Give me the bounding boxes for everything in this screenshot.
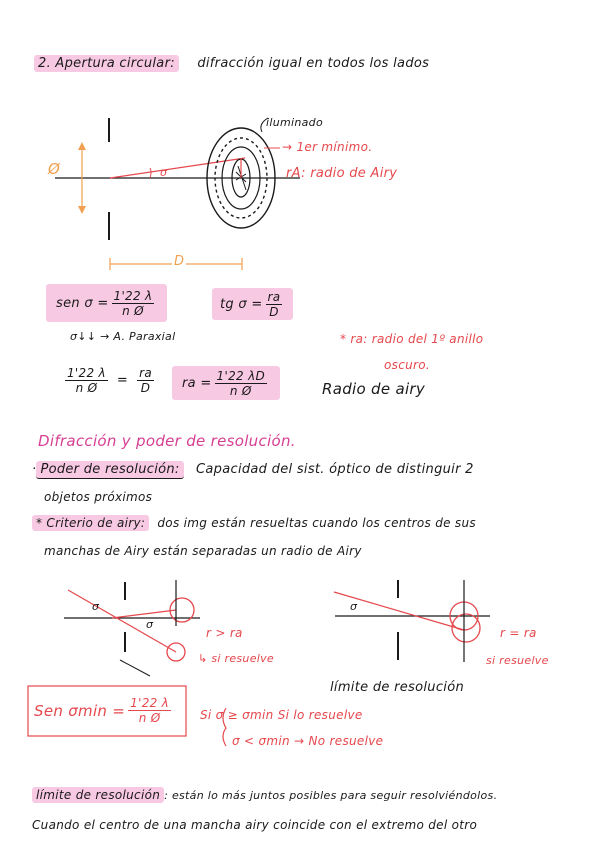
label-airy-radius: rA: radio de Airy: [286, 166, 398, 181]
section-subtitle: difracción igual en todos los lados: [197, 56, 430, 71]
radio-airy-label: Radio de airy: [322, 380, 426, 398]
right-theta: σ: [350, 600, 358, 613]
label-distance-D: D: [174, 254, 185, 269]
poder-text2: objetos próximos: [44, 490, 153, 504]
criterio-text2: manchas de Airy están separadas un radio de Airy: [44, 544, 362, 558]
criterio-text: dos img están resueltas cuando los centros de sus: [157, 516, 476, 530]
limite-row: [32, 788, 497, 802]
limite-text: : están lo más juntos posibles para seguir resolviéndolos.: [164, 789, 498, 802]
note-ra-line2: oscuro.: [384, 358, 430, 372]
formula-equality: $\frac{1'22 \lambda}{\text{n Ø}}$ = $\frac{ra}{D}$: [67, 366, 153, 395]
poder-row: · Poder de resolución: Capacidad del sist. óptico de distinguir 2: [32, 462, 474, 477]
left-result: ↳ si resuelve: [198, 652, 274, 665]
formula-ra: ra = $\frac{1'22 \lambda D}{\text{n Ø}}$: [172, 366, 280, 400]
poder-label: Poder de resolución:: [36, 461, 183, 479]
criterio-label: * Criterio de airy:: [32, 515, 149, 531]
right-result: si resuelve: [486, 654, 549, 667]
formula-sen-min: Sen σmin = $\frac{1'22 \lambda}{\text{n Ø}}$: [34, 696, 170, 725]
note-ra-line1: * ra: radio del 1º anillo: [340, 332, 484, 346]
label-first-minimum: → 1er mínimo.: [282, 140, 373, 154]
section2-title: Difracción y poder de resolución.: [38, 432, 296, 450]
left-condition: r > ra: [206, 626, 243, 640]
formula-tg-theta: tg σ = $\frac{ra}{D}$: [212, 288, 293, 320]
label-theta: σ: [160, 166, 168, 179]
label-iluminado: iluminado: [266, 116, 323, 129]
condition-not-resolves: σ < σmin → No resuelve: [232, 734, 384, 748]
formula-sen-theta: sen σ = $\frac{1'22 \lambda}{\text{n Ø}}$: [46, 284, 167, 322]
right-caption: límite de resolución: [330, 680, 464, 695]
poder-text: Capacidad del sist. óptico de distinguir 2: [196, 462, 474, 477]
left-theta: σ: [92, 600, 100, 613]
right-condition: r = ra: [500, 626, 537, 640]
limite-text2: Cuando el centro de una mancha airy coincide con el extremo del otro: [32, 818, 478, 832]
condition-resolves: Si σ ≥ σmin Si lo resuelve: [200, 708, 363, 722]
limite-label: límite de resolución: [32, 787, 164, 803]
left-theta-2: σ: [146, 618, 154, 631]
paraxial-note: σ↓↓ → A. Paraxial: [70, 330, 176, 343]
section-title: 2. Apertura circular:: [34, 55, 179, 72]
label-diameter: Ø: [48, 160, 61, 178]
